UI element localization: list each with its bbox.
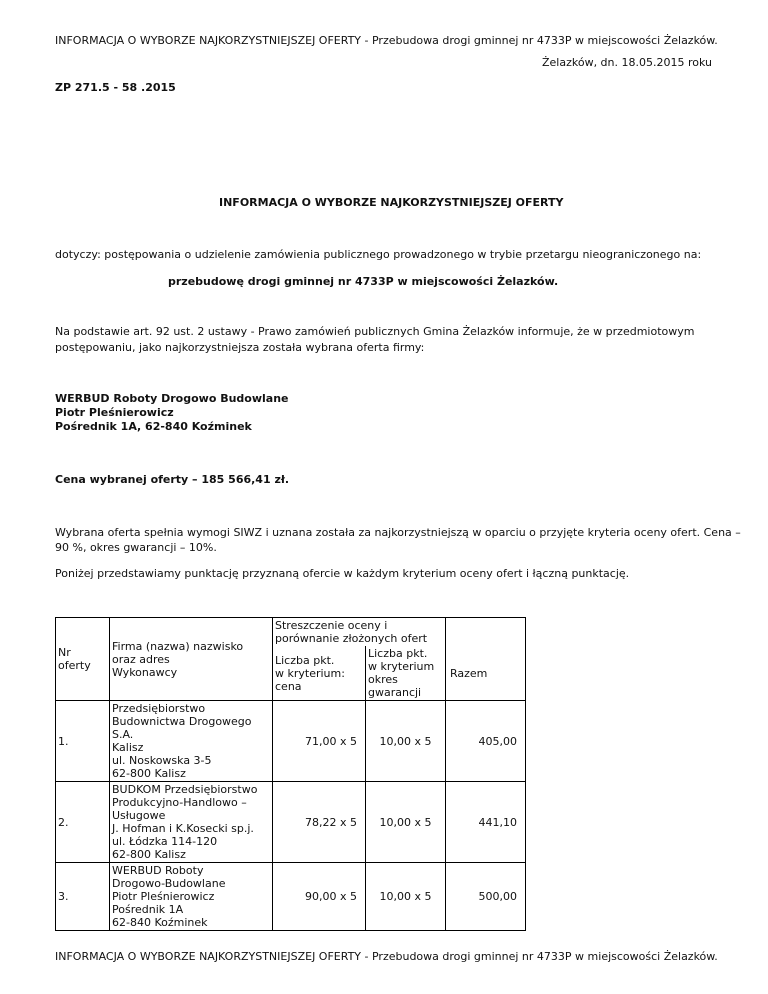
criteria-line-1: Wybrana oferta spełnia wymogi SIWZ i uznana została za najkorzystniejszą w oparciu o przyjęte kryteria oceny ofert. Cena – bbox=[55, 526, 741, 539]
offer-firm: WERBUD Roboty Drogowo-Budowlane Piotr Pleśnierowicz Pośrednik 1A 62-840 Koźminek bbox=[110, 863, 273, 931]
offer-warranty-points: 10,00 x 5 bbox=[366, 863, 446, 931]
basis-line-1: Na podstawie art. 92 ust. 2 ustawy - Prawo zamówień publicznych Gmina Żelazków informuje, że w przedmiotowym bbox=[55, 325, 695, 338]
header-offer-number: Nr oferty bbox=[56, 618, 110, 701]
winner-name: WERBUD Roboty Drogowo Budowlane bbox=[55, 392, 289, 405]
offer-price-points: 78,22 x 5 bbox=[273, 782, 366, 863]
table-row bbox=[56, 701, 526, 782]
winner-person: Piotr Pleśnierowicz bbox=[55, 406, 174, 419]
concerns-text: dotyczy: postępowania o udzielenie zamówienia publicznego prowadzonego w trybie przetargu nieograniczonego na: bbox=[55, 248, 702, 261]
header-price-points: Liczba pkt. w kryterium: cena bbox=[273, 646, 366, 701]
scores-table bbox=[55, 617, 526, 931]
offer-total: 441,10 bbox=[446, 782, 526, 863]
offer-total: 405,00 bbox=[446, 701, 526, 782]
offer-total: 500,00 bbox=[446, 863, 526, 931]
table-row bbox=[56, 782, 526, 863]
place-date: Żelazków, dn. 18.05.2015 roku bbox=[541, 56, 712, 69]
document-title: INFORMACJA O WYBORZE NAJKORZYSTNIEJSZEJ OFERTY bbox=[219, 196, 564, 209]
offer-firm: Przedsiębiorstwo Budownictwa Drogowego S.A. Kalisz ul. Noskowska 3-5 62-800 Kalisz bbox=[110, 701, 273, 782]
offer-number: 3. bbox=[56, 863, 110, 931]
offer-warranty-points: 10,00 x 5 bbox=[366, 701, 446, 782]
scores-intro: Poniżej przedstawiamy punktację przyznaną ofercie w każdym kryterium oceny ofert i łączną punktację. bbox=[55, 567, 630, 580]
table-row bbox=[56, 863, 526, 931]
running-footer: INFORMACJA O WYBORZE NAJKORZYSTNIEJSZEJ OFERTY - Przebudowa drogi gminnej nr 4733P w miejscowości Żelazków. bbox=[55, 950, 718, 963]
offer-number: 1. bbox=[56, 701, 110, 782]
subject-text: przebudowę drogi gminnej nr 4733P w miejscowości Żelazków. bbox=[168, 275, 559, 288]
header-empty-cell bbox=[446, 618, 526, 647]
winner-address: Pośrednik 1A, 62-840 Koźminek bbox=[55, 420, 252, 433]
offer-number: 2. bbox=[56, 782, 110, 863]
selected-price: Cena wybranej oferty – 185 566,41 zł. bbox=[55, 473, 290, 486]
basis-line-2: postępowaniu, jako najkorzystniejsza została wybrana oferta firmy: bbox=[55, 341, 425, 354]
offer-firm: BUDKOM Przedsiębiorstwo Produkcyjno-Handlowo – Usługowe J. Hofman i K.Kosecki sp.j. ul. Łódzka 114-120 62-800 Kalisz bbox=[110, 782, 273, 863]
header-summary: Streszczenie oceny i porównanie złożonych ofert bbox=[273, 618, 446, 647]
header-total: Razem bbox=[446, 646, 526, 701]
criteria-line-2: 90 %, okres gwarancji – 10%. bbox=[55, 541, 217, 554]
offer-price-points: 90,00 x 5 bbox=[273, 863, 366, 931]
header-warranty-points: Liczba pkt. w kryterium okres gwarancji bbox=[366, 646, 446, 701]
running-header: INFORMACJA O WYBORZE NAJKORZYSTNIEJSZEJ OFERTY - Przebudowa drogi gminnej nr 4733P w miejscowości Żelazków. bbox=[55, 34, 718, 47]
reference-number: ZP 271.5 - 58 .2015 bbox=[55, 81, 176, 94]
offer-price-points: 71,00 x 5 bbox=[273, 701, 366, 782]
offer-warranty-points: 10,00 x 5 bbox=[366, 782, 446, 863]
header-firm: Firma (nazwa) nazwisko oraz adres Wykonawcy bbox=[110, 618, 273, 701]
